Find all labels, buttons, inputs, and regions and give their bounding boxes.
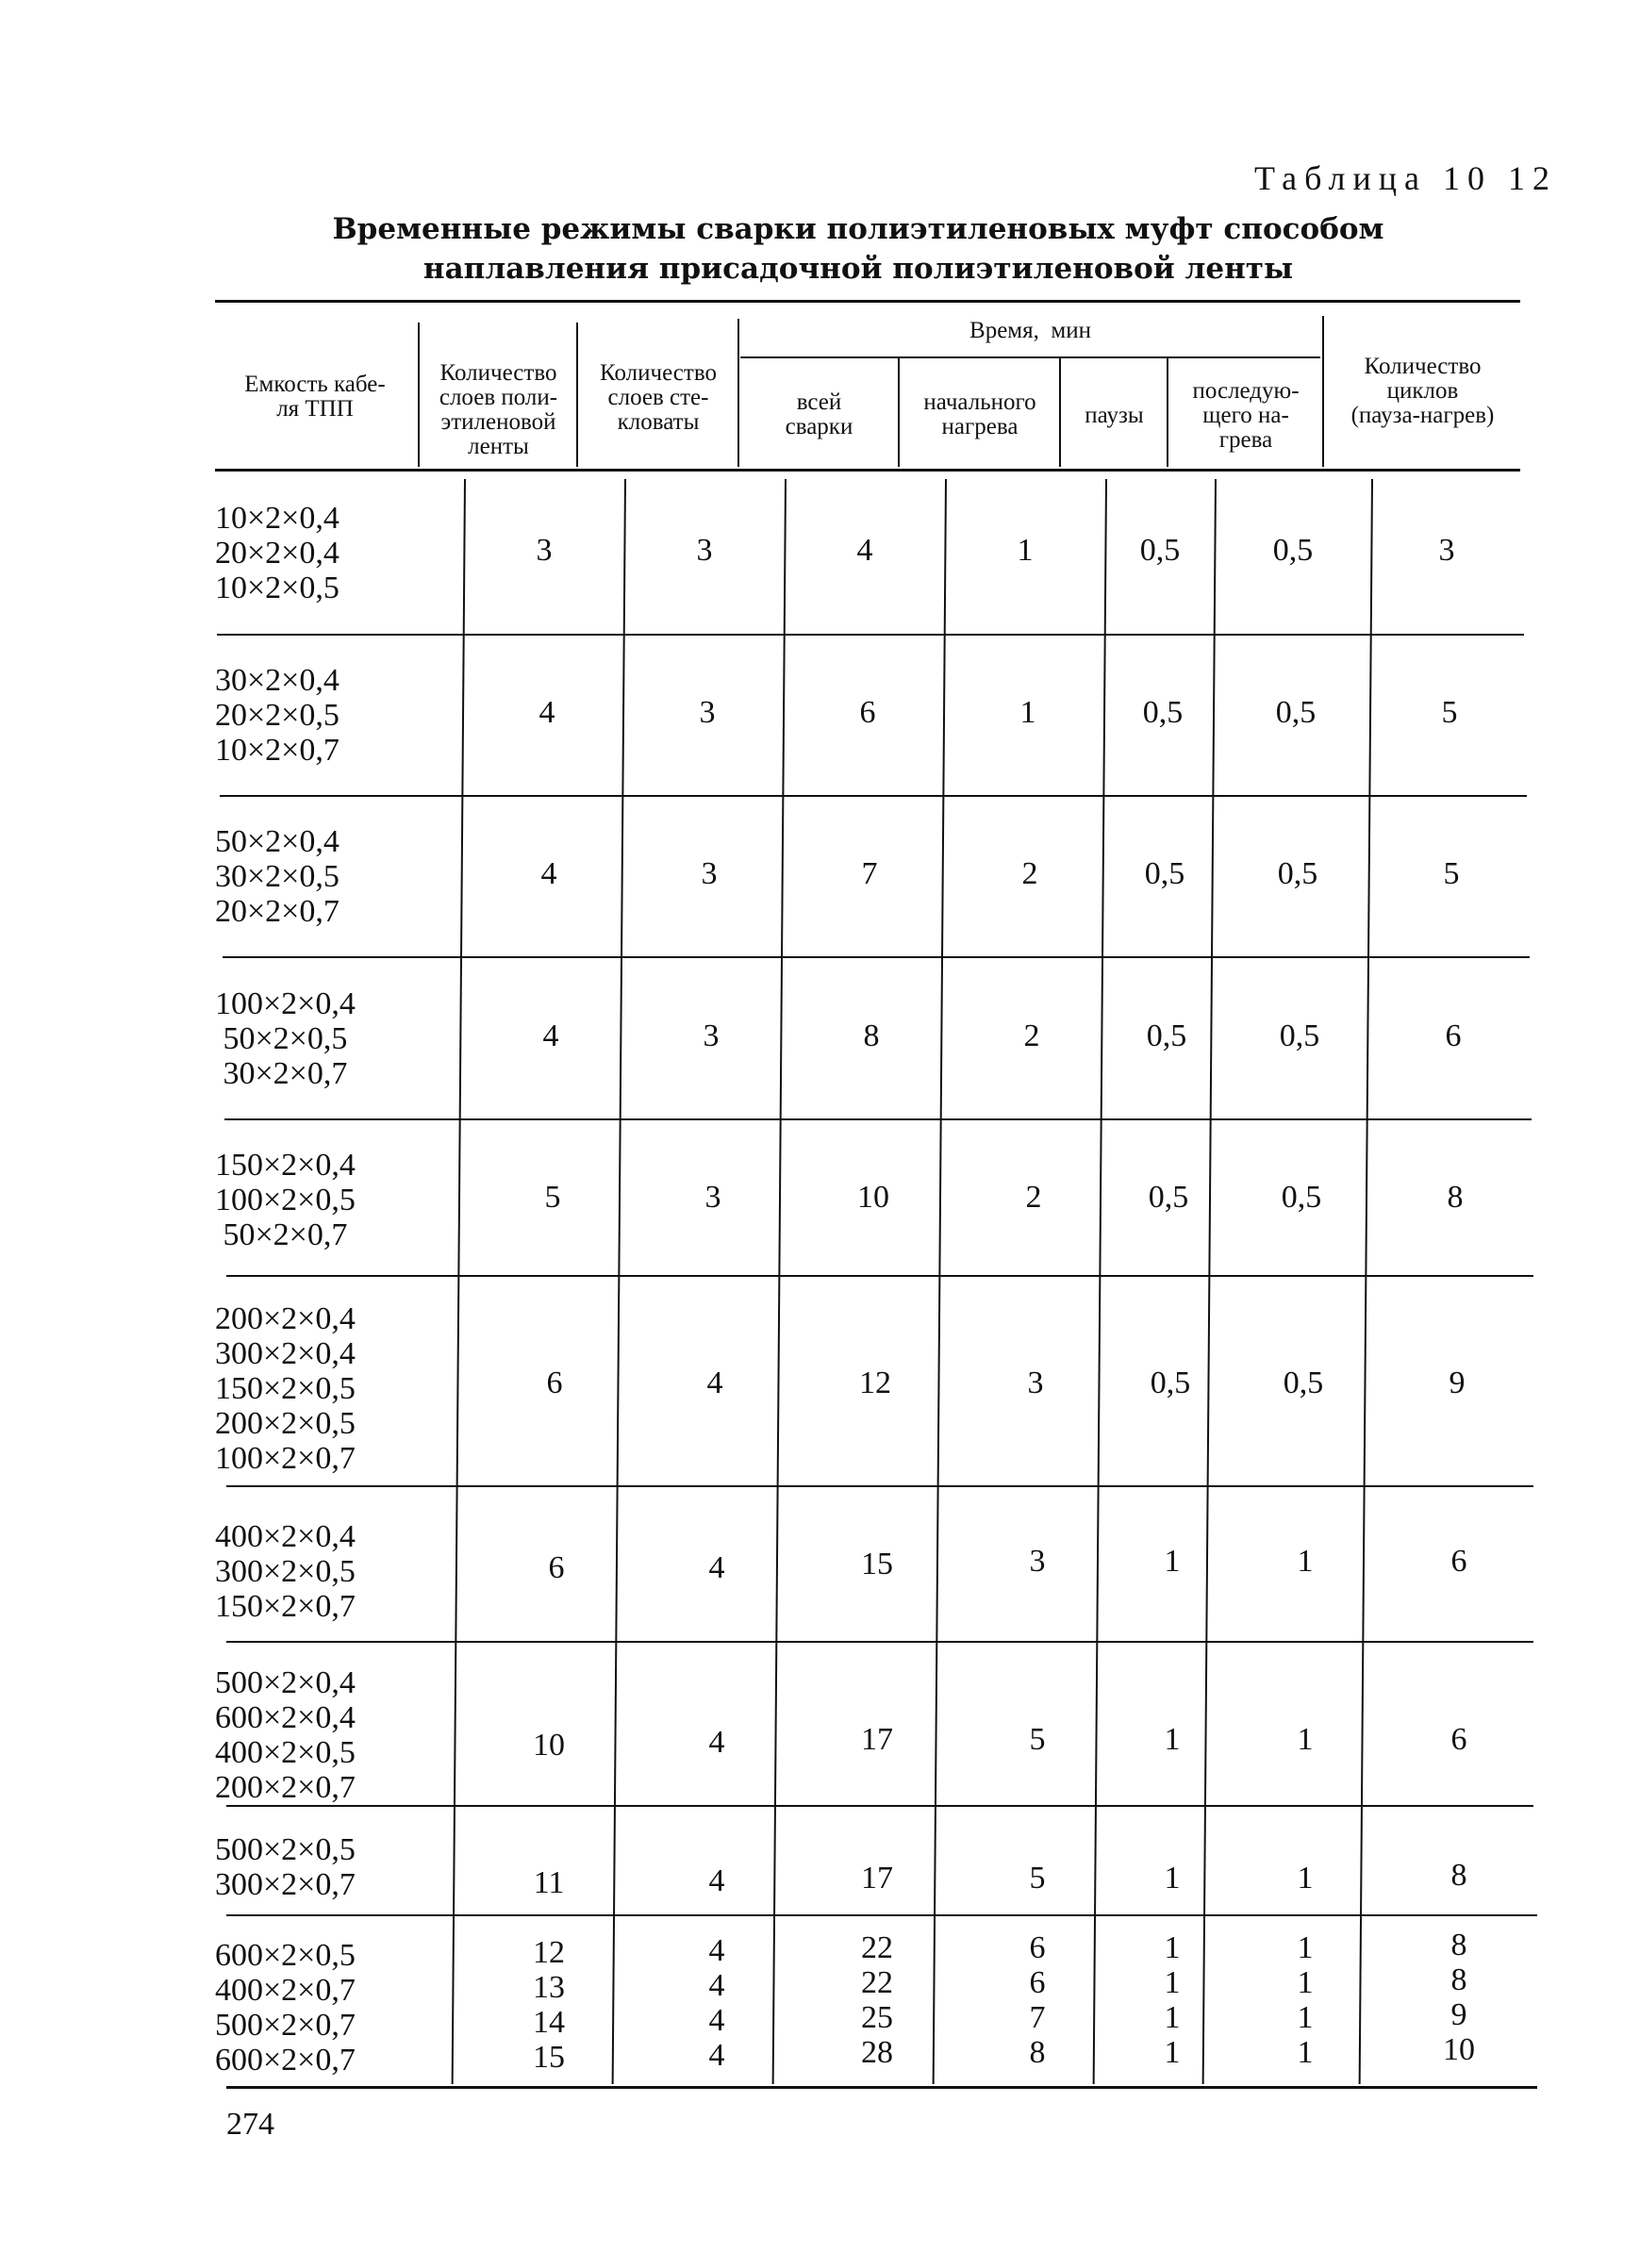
cell-initial-heat: 2	[1021, 856, 1038, 891]
cell-capacity: 100×2×0,4 50×2×0,5 30×2×0,7	[215, 986, 356, 1091]
cell-capacity: 10×2×0,4 20×2×0,4 10×2×0,5	[215, 501, 340, 605]
cell-subsequent-heat: 0,5	[1272, 533, 1314, 568]
header-pauses: паузы	[1085, 403, 1144, 428]
cell-capacity: 400×2×0,4 300×2×0,5 150×2×0,7	[215, 1519, 356, 1624]
cell-capacity: 600×2×0,5 400×2×0,7 500×2×0,7 600×2×0,7	[215, 1938, 356, 2078]
cell-initial-heat: 5	[1029, 1861, 1046, 1896]
cell-glass-layers: 4	[708, 1550, 725, 1585]
cell-cycles: 5	[1441, 695, 1458, 730]
cell-cycles: 6	[1450, 1722, 1467, 1757]
cell-pe-layers: 5	[544, 1180, 561, 1215]
cell-pause: 0,5	[1146, 1018, 1187, 1053]
row-separator	[217, 634, 1524, 636]
cell-total-weld: 8	[863, 1018, 880, 1053]
cell-pause: 0,5	[1148, 1180, 1189, 1215]
header-bottom-rule	[215, 469, 1520, 472]
cell-capacity: 500×2×0,4 600×2×0,4 400×2×0,5 200×2×0,7	[215, 1665, 356, 1805]
cell-total-weld: 7	[861, 856, 878, 891]
cell-initial-heat: 1	[1019, 695, 1036, 730]
cell-total-weld: 10	[857, 1180, 889, 1215]
cell-total-weld: 15	[861, 1547, 893, 1581]
page-number: 274	[226, 2107, 274, 2142]
cell-cycles: 6	[1445, 1018, 1462, 1053]
cell-cycles: 3	[1438, 533, 1455, 568]
cell-glass-layers: 4	[708, 1863, 725, 1898]
header-divider	[737, 319, 739, 467]
cell-subsequent-heat: 0,5	[1279, 1018, 1320, 1053]
column-divider	[452, 479, 466, 2084]
header-divider	[898, 358, 900, 467]
header-cycles: Количество циклов (пауза-нагрев)	[1350, 354, 1495, 428]
header-divider	[1059, 358, 1061, 467]
cell-capacity: 150×2×0,4 100×2×0,5 50×2×0,7	[215, 1148, 356, 1252]
cell-total-weld: 12	[859, 1366, 891, 1400]
cell-initial-heat: 3	[1029, 1544, 1046, 1579]
header-divider	[1167, 358, 1168, 467]
header-subsequent-heat: последую- щего на- грева	[1192, 378, 1300, 453]
cell-cycles: 9	[1449, 1366, 1466, 1400]
cell-cycles: 8	[1450, 1858, 1467, 1893]
cell-subsequent-heat: 1	[1297, 1722, 1314, 1757]
table-bottom-rule	[226, 2086, 1537, 2089]
header-divider	[1322, 316, 1324, 467]
cell-pe-layers: 6	[546, 1366, 563, 1400]
cell-pause: 0,5	[1142, 695, 1184, 730]
cell-total-weld: 6	[859, 695, 876, 730]
cell-pause: 1	[1164, 1544, 1181, 1579]
cell-subsequent-heat: 0,5	[1281, 1180, 1322, 1215]
cell-pe-layers: 4	[542, 1018, 559, 1053]
cell-glass-layers: 3	[699, 695, 716, 730]
cell-cycles: 8	[1447, 1180, 1464, 1215]
header-initial-heat: начального нагрева	[923, 389, 1036, 439]
cell-cycles: 6	[1450, 1544, 1467, 1579]
cell-glass-layers: 3	[704, 1180, 721, 1215]
cell-cycles: 8 8 9 10	[1443, 1928, 1475, 2067]
caption-line-2: наплавления присадочной полиэтиленовой ленты	[422, 252, 1294, 286]
cell-pe-layers: 6	[548, 1550, 565, 1585]
row-separator	[226, 1485, 1533, 1487]
cell-subsequent-heat: 1	[1297, 1861, 1314, 1896]
row-separator	[226, 1641, 1533, 1643]
cell-glass-layers: 4	[706, 1366, 723, 1400]
cell-total-weld: 17	[861, 1722, 893, 1757]
cell-pe-layers: 3	[536, 533, 553, 568]
header-time-group: Время, мин	[969, 318, 1091, 343]
cell-capacity: 30×2×0,4 20×2×0,5 10×2×0,7	[215, 663, 340, 768]
cell-initial-heat: 6 6 7 8	[1029, 1930, 1046, 2070]
cell-glass-layers: 3	[696, 533, 713, 568]
cell-initial-heat: 3	[1027, 1366, 1044, 1400]
cell-pause: 0,5	[1150, 1366, 1191, 1400]
cell-pe-layers: 10	[533, 1728, 565, 1763]
cell-pe-layers: 4	[540, 856, 557, 891]
cell-subsequent-heat: 0,5	[1277, 856, 1318, 891]
cell-capacity: 200×2×0,4 300×2×0,4 150×2×0,5 200×2×0,5 100×2×0,7	[215, 1301, 356, 1476]
row-separator	[226, 1914, 1537, 1916]
time-group-rule	[740, 356, 1320, 358]
cell-pe-layers: 12 13 14 15	[533, 1935, 565, 2075]
cell-glass-layers: 3	[703, 1018, 720, 1053]
cell-glass-layers: 3	[701, 856, 718, 891]
cell-initial-heat: 2	[1025, 1180, 1042, 1215]
row-separator	[224, 1118, 1532, 1120]
header-capacity: Емкость кабе- ля ТПП	[244, 372, 386, 422]
cell-cycles: 5	[1443, 856, 1460, 891]
cell-total-weld: 4	[856, 533, 873, 568]
row-separator	[220, 795, 1527, 797]
cell-subsequent-heat: 1	[1297, 1544, 1314, 1579]
cell-total-weld: 17	[861, 1861, 893, 1896]
cell-pause: 1 1 1 1	[1164, 1930, 1181, 2070]
cell-glass-layers: 4	[708, 1725, 725, 1760]
cell-glass-layers: 4 4 4 4	[708, 1933, 725, 2073]
row-separator	[226, 1275, 1533, 1277]
cell-initial-heat: 5	[1029, 1722, 1046, 1757]
cell-capacity: 50×2×0,4 30×2×0,5 20×2×0,7	[215, 824, 340, 929]
cell-pause: 1	[1164, 1722, 1181, 1757]
cell-initial-heat: 1	[1017, 533, 1034, 568]
row-separator	[226, 1805, 1533, 1807]
cell-total-weld: 22 22 25 28	[861, 1930, 893, 2070]
cell-pe-layers: 4	[538, 695, 555, 730]
table-number-label: Таблица 10 12	[1254, 159, 1557, 197]
header-divider	[418, 323, 420, 467]
caption-line-1: Временные режимы сварки полиэтиленовых муфт способом	[332, 212, 1384, 246]
table-top-rule	[215, 300, 1520, 303]
cell-pause: 0,5	[1144, 856, 1185, 891]
cell-subsequent-heat: 1 1 1 1	[1297, 1930, 1314, 2070]
cell-subsequent-heat: 0,5	[1283, 1366, 1324, 1400]
row-separator	[223, 956, 1530, 958]
cell-subsequent-heat: 0,5	[1275, 695, 1317, 730]
cell-pause: 0,5	[1139, 533, 1181, 568]
header-pe-layers: Количество слоев поли- этиленовой ленты	[439, 360, 558, 459]
cell-initial-heat: 2	[1023, 1018, 1040, 1053]
cell-capacity: 500×2×0,5 300×2×0,7	[215, 1832, 356, 1902]
cell-pause: 1	[1164, 1861, 1181, 1896]
header-glass-layers: Количество слоев сте- кловаты	[600, 360, 717, 435]
header-total-weld: всей сварки	[785, 389, 853, 439]
header-divider	[576, 323, 578, 467]
cell-pe-layers: 11	[533, 1865, 565, 1900]
